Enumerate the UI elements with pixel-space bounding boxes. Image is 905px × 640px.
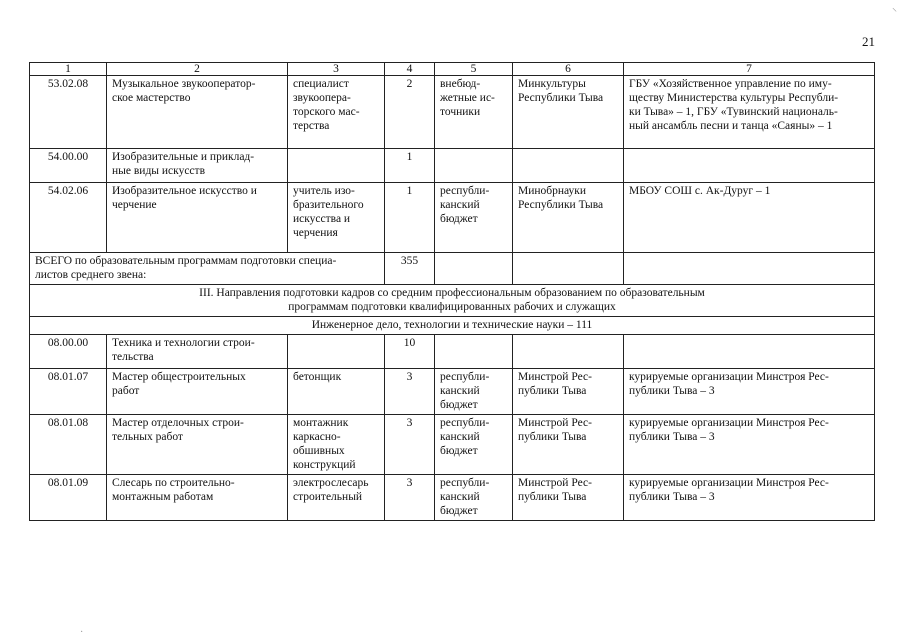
admission-count: 10 (385, 335, 435, 369)
total-count: 355 (385, 253, 435, 285)
funding-source (435, 335, 513, 369)
employer-organizations: МБОУ СОШ с. Ак-Дуруг – 1 (624, 183, 875, 253)
column-number: 1 (30, 63, 107, 76)
funding-source: республи- канский бюджет (435, 183, 513, 253)
qualification: монтажник каркасно- обшивных конструкций (288, 415, 385, 475)
column-number: 2 (107, 63, 288, 76)
empty-cell (513, 253, 624, 285)
column-number: 6 (513, 63, 624, 76)
ministry (513, 149, 624, 183)
specialty-name: Изобразительное искусство и черчение (107, 183, 288, 253)
section-title: III. Направления подготовки кадров со средним профессиональным образованием по образовательным программам подготовки квалифицированных рабочих и служащих (30, 285, 875, 317)
empty-cell (624, 253, 875, 285)
admission-count: 3 (385, 415, 435, 475)
ministry: Минстрой Рес- публики Тыва (513, 369, 624, 415)
admission-count: 2 (385, 76, 435, 149)
specialty-code: 08.01.08 (30, 415, 107, 475)
specialty-code: 53.02.08 (30, 76, 107, 149)
total-label: ВСЕГО по образовательным программам подготовки специа- листов среднего звена: (30, 253, 385, 285)
employer-organizations: курируемые организации Минстроя Рес- публики Тыва – 3 (624, 475, 875, 521)
subsection-heading-row (30, 317, 875, 335)
qualification (288, 149, 385, 183)
empty-cell (435, 253, 513, 285)
table-row (30, 76, 875, 149)
specialty-code: 08.01.07 (30, 369, 107, 415)
table-row (30, 183, 875, 253)
funding-source: республи- канский бюджет (435, 475, 513, 521)
specialty-name: Мастер общестроительных работ (107, 369, 288, 415)
qualification: специалист звукоопера- торского мас- терства (288, 76, 385, 149)
training-table (29, 62, 875, 521)
specialty-name: Техника и технологии строи- тельства (107, 335, 288, 369)
employer-organizations (624, 149, 875, 183)
column-number: 3 (288, 63, 385, 76)
table-row (30, 475, 875, 521)
qualification: учитель изо- бразительного искусства и черчения (288, 183, 385, 253)
specialty-code: 08.01.09 (30, 475, 107, 521)
funding-source (435, 149, 513, 183)
admission-count: 1 (385, 183, 435, 253)
scan-mark: ⸌ (892, 7, 897, 18)
admission-count: 1 (385, 149, 435, 183)
ministry: Минстрой Рес- публики Тыва (513, 475, 624, 521)
ministry (513, 335, 624, 369)
admission-count: 3 (385, 369, 435, 415)
ministry: Минстрой Рес- публики Тыва (513, 415, 624, 475)
specialty-name: Слесарь по строительно- монтажным работам (107, 475, 288, 521)
table-row (30, 335, 875, 369)
qualification (288, 335, 385, 369)
table-row (30, 415, 875, 475)
section-heading-row (30, 285, 875, 317)
specialty-code: 54.02.06 (30, 183, 107, 253)
employer-organizations: ГБУ «Хозяйственное управление по иму- ществу Министерства культуры Республи- ки Тыва» – 1, ГБУ «Тувинский националь- ный ансамбль песни и танца «Саяны» – 1 (624, 76, 875, 149)
employer-organizations: курируемые организации Минстроя Рес- публики Тыва – 3 (624, 415, 875, 475)
ministry: Минобрнауки Республики Тыва (513, 183, 624, 253)
column-number-row (30, 63, 875, 76)
funding-source: республи- канский бюджет (435, 369, 513, 415)
page-number: 21 (862, 34, 875, 49)
table-row (30, 369, 875, 415)
qualification: бетонщик (288, 369, 385, 415)
funding-source: внебюд- жетные ис- точники (435, 76, 513, 149)
subsection-title: Инженерное дело, технологии и технические науки – 111 (30, 317, 875, 335)
column-number: 7 (624, 63, 875, 76)
column-number: 5 (435, 63, 513, 76)
employer-organizations: курируемые организации Минстроя Рес- публики Тыва – 3 (624, 369, 875, 415)
admission-count: 3 (385, 475, 435, 521)
scan-mark: · (80, 627, 84, 638)
column-number: 4 (385, 63, 435, 76)
total-row (30, 253, 875, 285)
specialty-name: Мастер отделочных строи- тельных работ (107, 415, 288, 475)
table-row (30, 149, 875, 183)
specialty-code: 54.00.00 (30, 149, 107, 183)
employer-organizations (624, 335, 875, 369)
specialty-name: Музыкальное звукооператор- ское мастерство (107, 76, 288, 149)
qualification: электрослесарь строительный (288, 475, 385, 521)
funding-source: республи- канский бюджет (435, 415, 513, 475)
specialty-name: Изобразительные и приклад- ные виды искусств (107, 149, 288, 183)
ministry: Минкультуры Республики Тыва (513, 76, 624, 149)
specialty-code: 08.00.00 (30, 335, 107, 369)
